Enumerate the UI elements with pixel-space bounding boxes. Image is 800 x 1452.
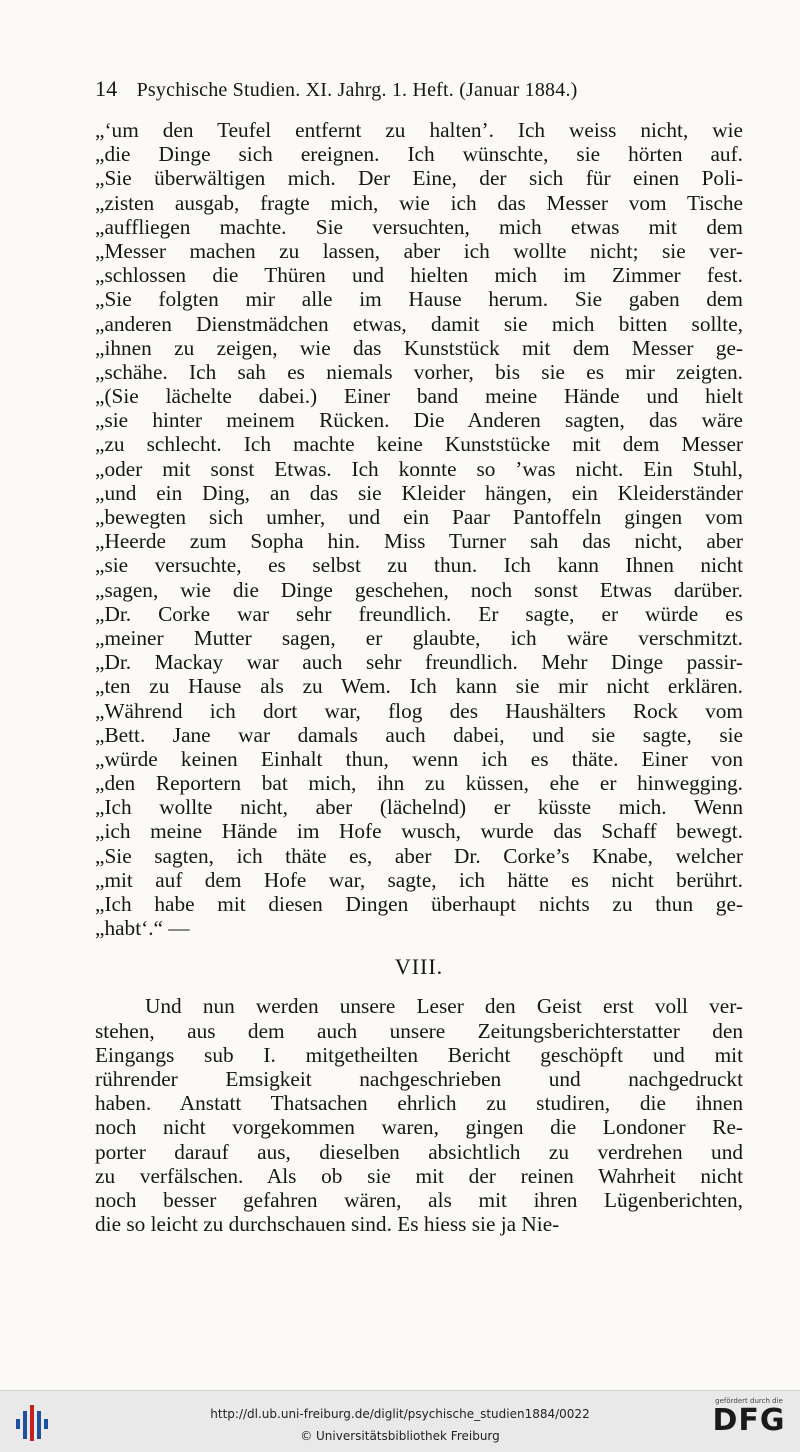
quote-line: „bewegten sich umher, und ein Paar Pantoffeln gingen vom [95, 505, 743, 529]
quote-line: „Sie folgten mir alle im Hause herum. Sie gaben dem [95, 287, 743, 312]
quote-line: „Sie überwältigen mich. Der Eine, der sich für einen Poli- [95, 166, 743, 191]
quote-line: „schähe. Ich sah es niemals vorher, bis sie es mir zeigten. [95, 359, 743, 384]
paragraph-line: Und nun werden unsere Leser den Geist erst voll ver- [145, 994, 743, 1019]
paragraph-line: rührender Emsigkeit nachgeschrieben und nachgedruckt [95, 1066, 743, 1091]
footer-bar [0, 1390, 800, 1452]
page-number: 14 [95, 76, 118, 101]
quote-line: „Dr. Corke war sehr freundlich. Er sagte, er würde es [95, 601, 743, 626]
paragraph-line: porter darauf aus, dieselben absichtlich zu verdrehen und [95, 1139, 743, 1164]
quote-line: „zu schlecht. Ich machte keine Kunststücke mit dem Messer [95, 432, 743, 457]
paragraph-line: Eingangs sub I. mitgetheilten Bericht geschöpft und mit [95, 1042, 743, 1067]
paragraph [95, 994, 743, 1236]
quote-line: „die Dinge sich ereignen. Ich wünschte, sie hörten auf. [95, 142, 743, 167]
quote-line: „meiner Mutter sagen, er glaubte, ich wäre verschmitzt. [95, 625, 743, 650]
quoted-testimony [95, 118, 743, 940]
running-header [95, 76, 695, 104]
paragraph-line: stehen, aus dem auch unsere Zeitungsberichterstatter den [95, 1018, 743, 1043]
quote-line: „ihnen zu zeigen, wie das Kunststück mit dem Messer ge- [95, 335, 743, 360]
quote-line: „würde keinen Einhalt thun, wenn ich es thäte. Einer von [95, 746, 743, 771]
paragraph-line: zu verfälschen. Als ob sie mit der reinen Wahrheit nicht [95, 1163, 743, 1188]
quote-line: „Dr. Mackay war auch sehr freundlich. Mehr Dinge passir- [95, 650, 743, 675]
body-text [95, 118, 743, 1236]
quote-line: „Ich habe mit diesen Dingen überhaupt nichts zu thun ge- [95, 892, 743, 916]
quote-line: „ich meine Hände im Hofe wusch, wurde das Schaff bewegt. [95, 819, 743, 844]
quote-line: „schlossen die Thüren und hielten mich im Zimmer fest. [95, 263, 743, 288]
dfg-logo-text: DFG [712, 1403, 786, 1438]
quote-line: „Bett. Jane war damals auch dabei, und sie sagte, sie [95, 722, 743, 747]
quote-line: „zisten ausgab, fragte mich, wie ich das Messer vom Tische [95, 190, 743, 215]
dfg-logo [706, 1397, 792, 1449]
quote-line: „sie versuchte, es selbst zu thun. Ich kann Ihnen nicht [95, 553, 743, 578]
section-title: VIII. [394, 954, 444, 980]
quote-line: „Während ich dort war, flog des Haushälters Rock vom [95, 698, 743, 723]
paragraph-line: noch besser gefahren wären, als mit ihren Lügenberichten, [95, 1187, 743, 1212]
paragraph-line: haben. Anstatt Thatsachen ehrlich zu studiren, die ihnen [95, 1091, 743, 1116]
quote-line: „sie hinter meinem Rücken. Die Anderen sagten, das wäre [95, 408, 743, 433]
quote-line: „habt‘.“ — [95, 916, 190, 941]
quote-line: „sagen, wie die Dinge geschehen, noch sonst Etwas darüber. [95, 577, 743, 602]
funded-by-label: gefördert durch die [715, 1397, 783, 1405]
quote-line: „Sie sagten, ich thäte es, aber Dr. Corke’s Knabe, welcher [95, 843, 743, 868]
quote-line: „den Reportern bat mich, ihn zu küssen, ehe er hinwegging. [95, 771, 743, 796]
quote-line: „Messer machen zu lassen, aber ich wollte nicht; sie ver- [95, 238, 743, 263]
quote-line: „mit auf dem Hofe war, sagte, ich hätte es nicht berührt. [95, 867, 743, 892]
quote-line: „Ich wollte nicht, aber (lächelnd) er küsste mich. Wenn [95, 795, 743, 820]
quote-line: „Heerde zum Sopha hin. Miss Turner sah das nicht, aber [95, 529, 743, 554]
quote-line: „auffliegen machte. Sie versuchten, mich etwas mit dem [95, 214, 743, 239]
quote-line: „ten zu Hause als zu Wem. Ich kann sie mir nicht erklären. [95, 674, 743, 699]
copyright-notice: © Universitätsbibliothek Freiburg [300, 1429, 500, 1443]
running-title: Psychische Studien. XI. Jahrg. 1. Heft. (Januar 1884.) [136, 79, 578, 101]
source-url[interactable]: http://dl.ub.uni-freiburg.de/diglit/psychische_studien1884/0022 [210, 1407, 590, 1421]
paragraph-line: die so leicht zu durchschauen sind. Es hiess sie ja Nie- [95, 1212, 560, 1237]
quote-line: „(Sie lächelte dabei.) Einer band meine Hände und hielt [95, 384, 743, 409]
quote-line: „‘um den Teufel entfernt zu halten’. Ich weiss nicht, wie [95, 118, 743, 142]
paragraph-line: noch nicht vorgekommen waren, gingen die Londoner Re- [95, 1115, 743, 1140]
quote-line: „und ein Ding, an das sie Kleider hängen, ein Kleiderständer [95, 480, 743, 505]
quote-line: „oder mit sonst Etwas. Ich konnte so ’was nicht. Ein Stuhl, [95, 456, 743, 481]
quote-line: „anderen Dienstmädchen etwas, damit sie mich bitten sollte, [95, 311, 743, 336]
